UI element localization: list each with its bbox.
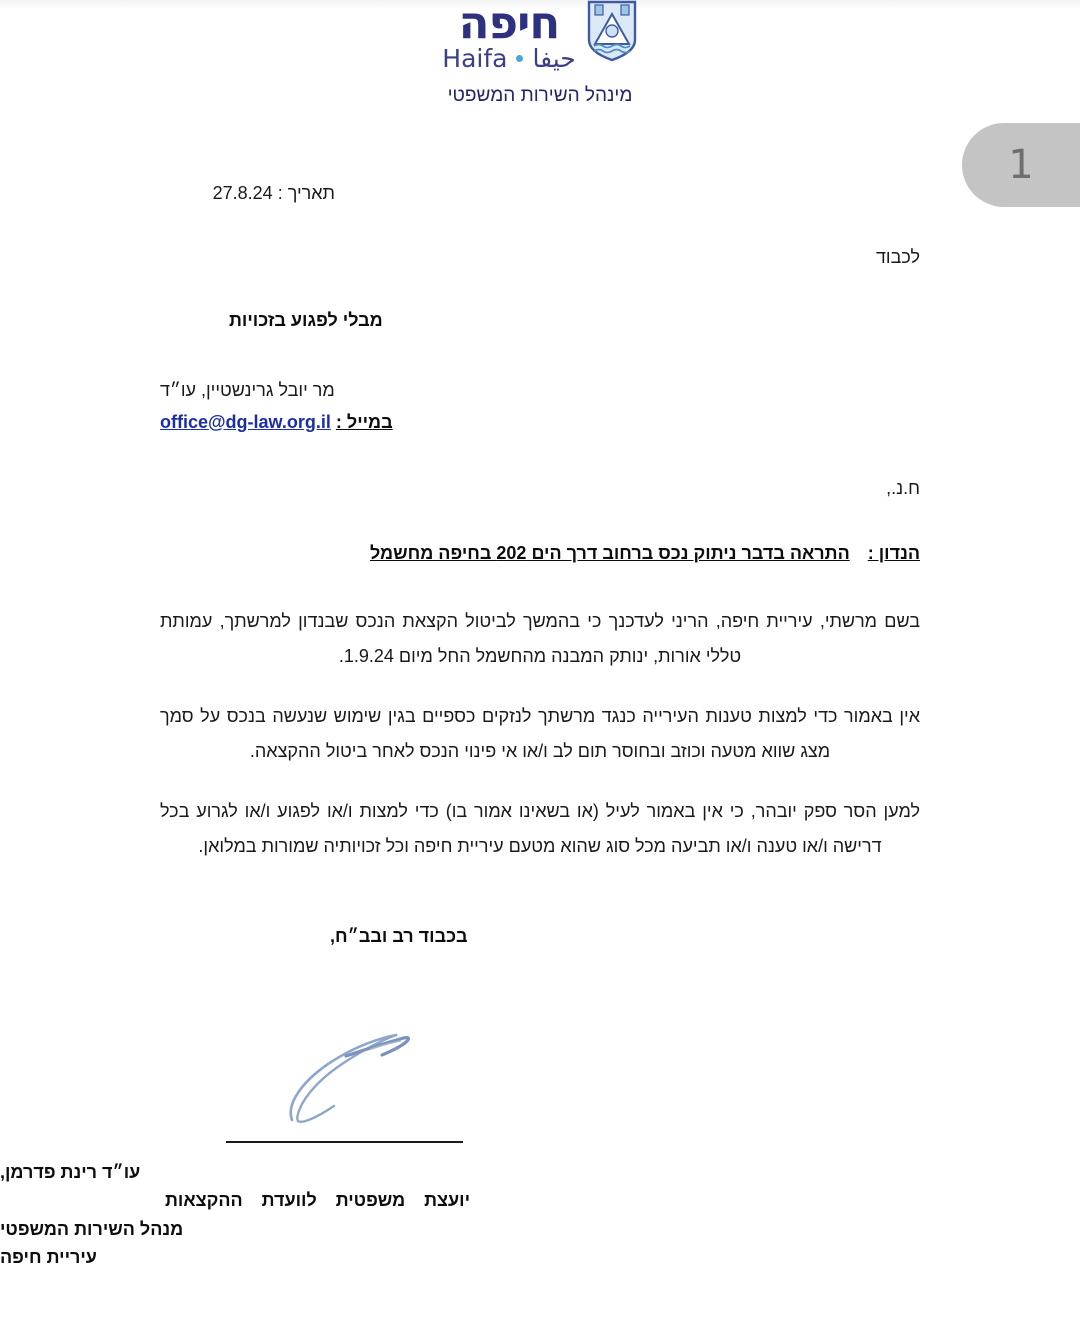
wordmark-dot-icon (516, 55, 523, 62)
letterhead (0, 0, 1080, 107)
body-paragraph-3: למען הסר ספק יובהר, כי אין באמור לעיל (או בשאינו אמור בו) כדי למצות ו/או לפגוע ו/או לגרוע בכל דרישה ו/או טענה ו/או תביעה מכל סוג שהוא מטעם עיריית חיפה וכל זכויותיה שמורות במלואן. (160, 801, 920, 857)
signer-name: עו״ד רינת פדרמן, (0, 1162, 141, 1182)
signature-block (0, 1158, 470, 1272)
salutation: ח.נ., (886, 478, 920, 498)
wordmark-subline (442, 43, 576, 73)
subject-label: הנדון : (867, 543, 920, 563)
addressee-label: לכבוד (875, 247, 920, 267)
handwritten-signature-icon (276, 1008, 426, 1138)
wordmark-hebrew: חיפה (458, 0, 560, 49)
haifa-wordmark (442, 0, 575, 71)
body-paragraph-1: בשם מרשתי, עיריית חיפה, הריני לעדכנך כי בהמשך לביטול הקצאת הנכס שבנדון למרשתך, עמותת טללי אורות, ינותק המבנה מהחשמל החל מיום 1.9.24. (160, 611, 920, 667)
haifa-city-emblem-icon (586, 0, 638, 62)
recipient-block (160, 375, 920, 438)
email-link[interactable]: office@dg-law.org.il (160, 411, 331, 432)
page-number-label: 1 (1008, 142, 1034, 188)
body-paragraph-2: אין באמור כדי למצות טענות העירייה כנגד מרשתך לנזקים כספיים בגין שימוש שנעשה בנכס על סמך מצג שווא מטעה וכוזב ובחוסר תום לב ו/או אי פינוי הנכס לאחר ביטול ההקצאה. (160, 706, 920, 762)
haifa-logo (0, 0, 1080, 71)
signature-rule (226, 1141, 463, 1143)
recipient-name: מר יובל גרינשטיין, עו״ד (160, 380, 335, 400)
wordmark-latin: Haifa (442, 43, 508, 73)
letter-date: תאריך : 27.8.24 (212, 183, 335, 203)
recipient-email-row (160, 407, 920, 439)
department-title: מינהל השירות המשפטי (447, 84, 633, 106)
without-prejudice-note: מבלי לפגוע בזכויות (229, 310, 383, 330)
wordmark-arabic: حيفا (532, 43, 576, 73)
signer-role: יועצת משפטית לוועדת ההקצאות (165, 1190, 470, 1211)
signer-organization: עיריית חיפה (0, 1247, 97, 1268)
subject-text: התראה בדבר ניתוק נכס ברחוב דרך הים 202 בחיפה מחשמל (369, 543, 850, 563)
signer-department: מנהל השירות המשפטי (0, 1218, 184, 1239)
subject-line (160, 543, 920, 564)
closing-salutation: בכבוד רב ובב״ח, (330, 926, 468, 946)
email-label: במייל : (335, 411, 393, 432)
page-number-badge (962, 123, 1080, 207)
